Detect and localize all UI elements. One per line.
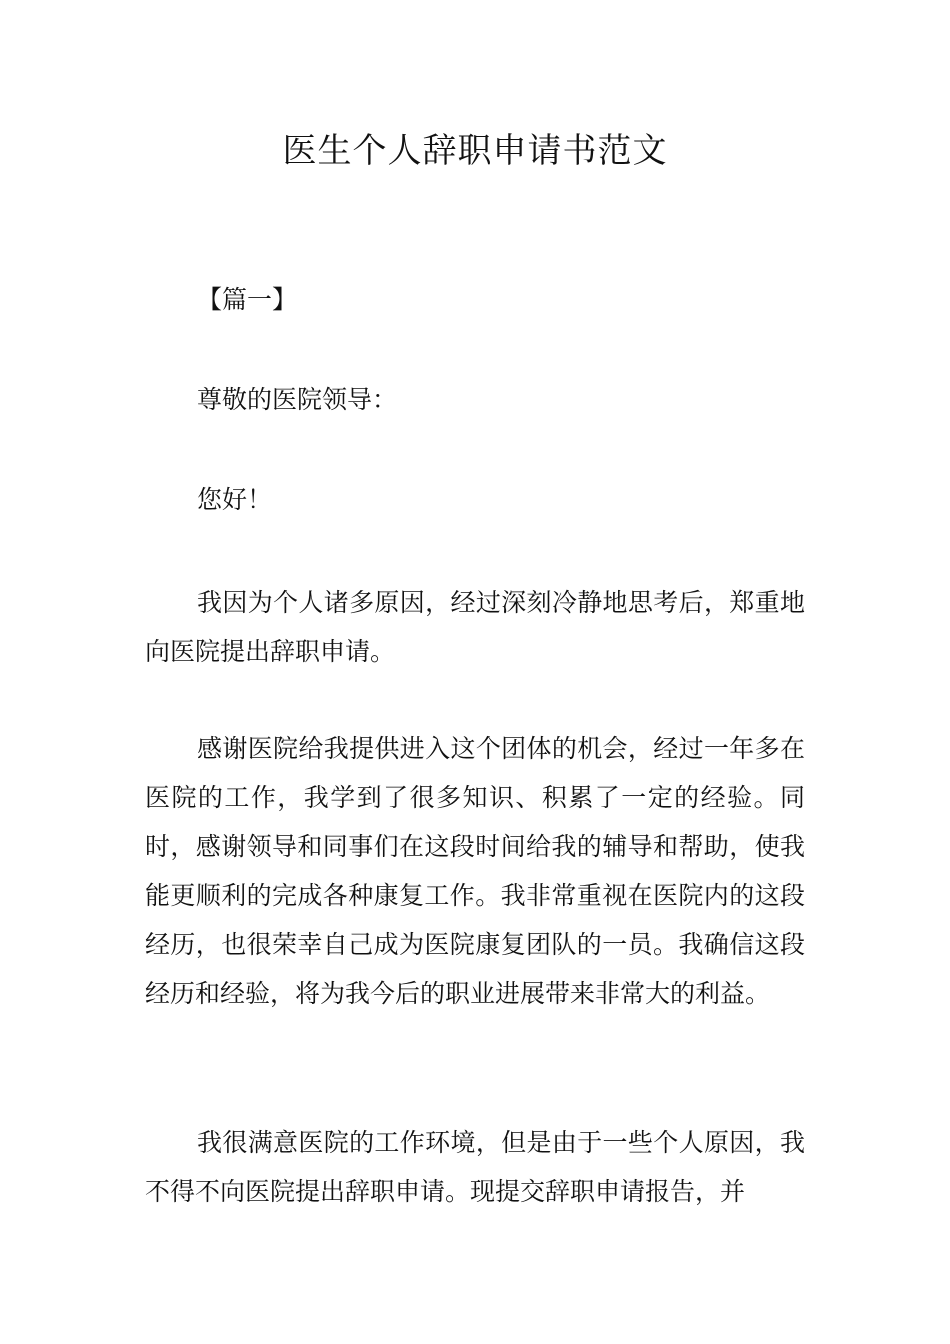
paragraph-resignation: 我很满意医院的工作环境，但是由于一些个人原因，我不得不向医院提出辞职申请。现提交辞职申请报告，并	[145, 1128, 805, 1206]
salutation: 尊敬的医院领导：	[197, 385, 398, 414]
paragraph-gratitude: 感谢医院给我提供进入这个团体的机会，经过一年多在医院的工作，我学到了很多知识、积累了一定的经验。同时，感谢领导和同事们在这段时间给我的辅导和帮助，使我能更顺利的完成各种康复工作。我非常重视在医院内的这段经历，也很荣幸自己成为医院康复团队的一员。我确信这段经历和经验，将为我今后的职业进展带来非常大的利益。	[145, 734, 805, 1008]
document-title: 医生个人辞职申请书范文	[282, 131, 668, 171]
paragraph-reason: 我因为个人诸多原因，经过深刻冷静地思考后，郑重地向医院提出辞职申请。	[145, 588, 805, 666]
greeting: 您好！	[197, 485, 273, 514]
section-label: 【篇一】	[197, 285, 298, 314]
